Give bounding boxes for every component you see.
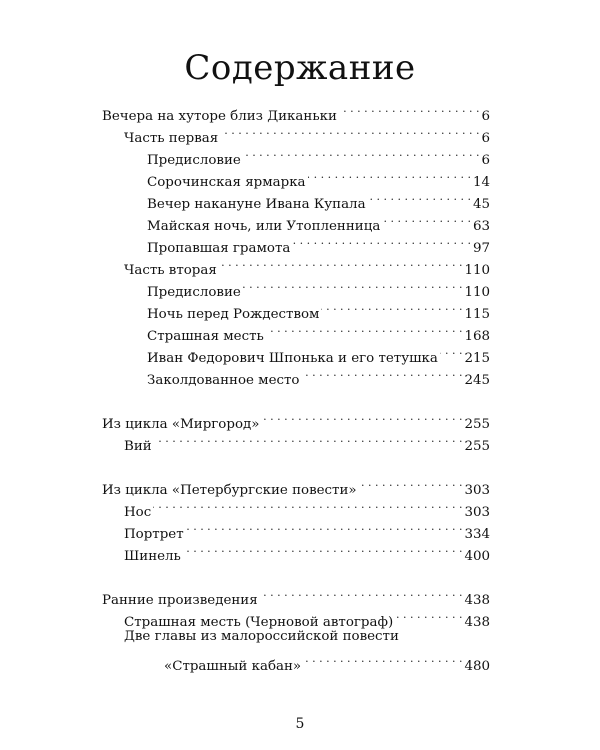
toc-entry-page: 110 xyxy=(464,285,490,300)
toc-entry-label: Две главы из малороссийской повести xyxy=(124,629,399,644)
toc-entry-label: Вечер накануне Ивана Купала xyxy=(147,197,366,212)
toc-entry-page: 255 xyxy=(464,439,490,454)
toc-entry-page: 110 xyxy=(464,263,490,278)
dot-leader xyxy=(243,274,463,296)
dot-leader xyxy=(154,428,463,450)
toc-entry-label: Предисловие xyxy=(147,285,241,300)
dot-leader xyxy=(368,186,471,208)
dot-leader xyxy=(186,516,463,538)
toc-entry-two-chapters[interactable] xyxy=(102,626,490,648)
toc-entry-label: Из цикла «Миргород» xyxy=(102,417,260,432)
toc-entry-early-works[interactable] xyxy=(102,582,490,608)
toc-entry-label: Предисловие xyxy=(147,153,241,168)
toc-entry-label: Страшная месть (Черновой автограф) xyxy=(124,615,394,630)
toc-entry-page: 6 xyxy=(481,131,490,146)
toc-entry-label: Портрет xyxy=(124,527,184,542)
dot-leader xyxy=(359,472,463,494)
dot-leader xyxy=(308,164,471,186)
dot-leader xyxy=(339,98,480,120)
toc-entry-label: Ранние произведения xyxy=(102,593,258,608)
dot-leader xyxy=(219,252,463,274)
dot-leader xyxy=(260,582,463,604)
dot-leader xyxy=(321,296,462,318)
toc-entry-label: Вий xyxy=(124,439,152,454)
toc-entry-label: Часть первая xyxy=(124,131,219,146)
dot-leader xyxy=(266,318,463,340)
toc-entry-page: 6 xyxy=(481,153,490,168)
toc-entry-label: Вечера на хуторе близ Диканьки xyxy=(102,109,337,124)
toc-entry-nose[interactable] xyxy=(102,494,490,520)
dot-leader xyxy=(302,362,463,384)
toc-entry-label: Шинель xyxy=(124,549,181,564)
toc-entry-label: Майская ночь, или Утопленница xyxy=(147,219,381,234)
toc-entry-page: 115 xyxy=(464,307,490,322)
toc-entry-page: 480 xyxy=(464,659,490,674)
toc-entry-petersburg-tales[interactable] xyxy=(102,472,490,498)
toc-entry-terrible-boar[interactable] xyxy=(102,648,490,674)
toc-entry-label: Иван Федорович Шпонька и его тетушка xyxy=(147,351,438,366)
dot-leader xyxy=(292,230,471,252)
toc-entry-page: 245 xyxy=(464,373,490,388)
toc-entry-label: Нос xyxy=(124,505,152,520)
dot-leader xyxy=(440,340,463,362)
dot-leader xyxy=(303,648,462,670)
dot-leader xyxy=(382,208,471,230)
toc-entry-label: Пропавшая грамота xyxy=(147,241,291,256)
toc-entry-page: 6 xyxy=(481,109,490,124)
toc-entry-page: 255 xyxy=(464,417,490,432)
toc-entry-label: Часть вторая xyxy=(124,263,217,278)
dot-leader xyxy=(395,604,462,626)
dot-leader xyxy=(220,120,479,142)
toc-entry-label: Из цикла «Петербургские повести» xyxy=(102,483,357,498)
toc-entry-page: 168 xyxy=(464,329,490,344)
dot-leader xyxy=(183,538,463,560)
toc-entry-page: 14 xyxy=(472,175,490,190)
section-spacer xyxy=(102,450,490,472)
table-of-contents xyxy=(102,98,490,674)
toc-entry-mirgorod[interactable] xyxy=(102,406,490,432)
toc-entry-label: Сорочинская ярмарка xyxy=(147,175,306,190)
dot-leader xyxy=(243,142,480,164)
toc-entry-page: 334 xyxy=(464,527,490,542)
toc-entry-portrait[interactable] xyxy=(102,516,490,542)
toc-entry-viy[interactable] xyxy=(102,428,490,454)
toc-entry-page: 438 xyxy=(464,593,490,608)
page-title: Содержание xyxy=(184,48,416,88)
toc-entry-dikanka[interactable] xyxy=(102,98,490,124)
toc-entry-page: 303 xyxy=(464,483,490,498)
toc-entry-page: 400 xyxy=(464,549,490,564)
page-number: 5 xyxy=(295,716,305,732)
toc-entry-label: Заколдованное место xyxy=(147,373,300,388)
toc-entry-label: «Страшный кабан» xyxy=(164,659,302,674)
dot-leader xyxy=(153,494,462,516)
toc-entry-page: 97 xyxy=(472,241,490,256)
toc-entry-page: 63 xyxy=(472,219,490,234)
toc-entry-page: 215 xyxy=(464,351,490,366)
dot-leader xyxy=(261,406,462,428)
toc-entry-label: Страшная месть xyxy=(147,329,264,344)
toc-entry-page: 438 xyxy=(464,615,490,630)
toc-entry-label: Ночь перед Рождеством xyxy=(147,307,320,322)
toc-entry-page: 45 xyxy=(472,197,490,212)
toc-entry-page: 303 xyxy=(464,505,490,520)
